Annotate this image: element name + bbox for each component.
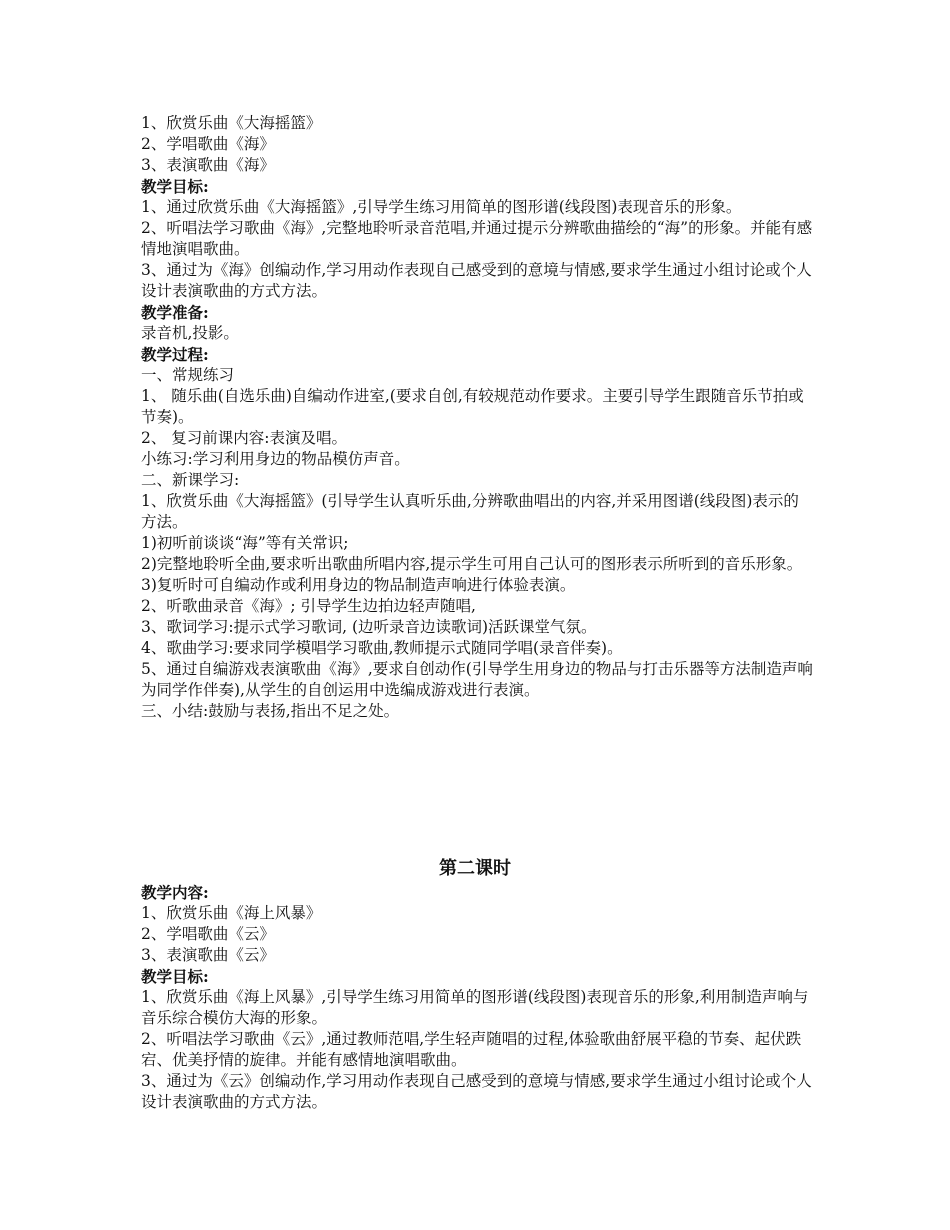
text-line: 小练习:学习利用身边的物品模仿声音。 (141, 450, 410, 468)
text-line: 1、欣赏乐曲《海上风暴》,引导学生练习用简单的图形谱(线段图)表现音乐的形象,利用制造声响与音乐综合模仿大海的形象。 (141, 988, 809, 1027)
text-line: 2、听唱法学习歌曲《云》,通过教师范唱,学生轻声随唱的过程,体验歌曲舒展平稳的节奏、起伏跌宕、优美抒情的旋律。并能有感情地演唱歌曲。 (141, 1030, 802, 1069)
text-line: 1、欣赏乐曲《大海摇篮》 (141, 114, 322, 132)
text-line: 录音机,投影。 (141, 324, 239, 342)
section-label: 教学准备: (141, 303, 209, 322)
text-line: 二、新课学习: (141, 471, 240, 489)
text-line: 3、表演歌曲《云》 (141, 946, 275, 964)
text-line: 2、学唱歌曲《海》 (141, 135, 275, 153)
text-line: 2、听唱法学习歌曲《海》,完整地聆听录音范唱,并通过提示分辨歌曲描绘的“海”的形象。并能有感情地演唱歌曲。 (141, 219, 813, 258)
text-line: 2、 复习前课内容:表演及唱。 (141, 429, 348, 447)
text-line: 三、小结:鼓励与表扬,指出不足之处。 (141, 702, 400, 720)
section-label: 教学过程: (141, 345, 209, 364)
text-line: 3、表演歌曲《海》 (141, 156, 275, 174)
text-line: 1、欣赏乐曲《大海摇篮》(引导学生认真听乐曲,分辨歌曲唱出的内容,并采用图谱(线段图)表示的方法。 (141, 492, 799, 531)
text-line: 2、学唱歌曲《云》 (141, 925, 275, 943)
text-line: 2)完整地聆听全曲,要求听出歌曲所唱内容,提示学生可用自己认可的图形表示所听到的音乐形象。 (141, 555, 803, 573)
section-label: 教学目标: (141, 967, 209, 986)
text-line: 1、欣赏乐曲《海上风暴》 (141, 904, 322, 922)
text-line: 1)初听前谈谈“海”等有关常识; (141, 534, 349, 552)
section-label: 教学目标: (141, 177, 209, 196)
text-line: 5、通过自编游戏表演歌曲《海》,要求自创动作(引导学生用身边的物品与打击乐器等方法制造声响为同学作伴奏),从学生的自创运用中选编成游戏进行表演。 (141, 660, 813, 699)
text-line: 1、 随乐曲(自选乐曲)自编动作进室,(要求自创,有较规范动作要求。主要引导学生跟随音乐节拍或节奏)。 (141, 387, 804, 426)
text-line: 3)复听时可自编动作或利用身边的物品制造声响进行体验表演。 (141, 576, 576, 594)
lesson-two-section (141, 882, 813, 1113)
text-line: 3、通过为《云》创编动作,学习用动作表现自己感受到的意境与情感,要求学生通过小组讨论或个人设计表演歌曲的方式方法。 (141, 1072, 812, 1111)
text-line: 3、通过为《海》创编动作,学习用动作表现自己感受到的意境与情感,要求学生通过小组讨论或个人设计表演歌曲的方式方法。 (141, 261, 812, 300)
text-line: 2、听歌曲录音《海》; 引导学生边拍边轻声随唱, (141, 597, 476, 615)
lesson-one-section (141, 113, 813, 722)
section-label: 教学内容: (141, 883, 209, 902)
text-line: 4、歌曲学习:要求同学模唱学习歌曲,教师提示式随同学唱(录音伴奏)。 (141, 639, 623, 657)
lesson-two-title: 第二课时 (439, 858, 511, 879)
text-line: 一、常规练习 (141, 366, 235, 384)
text-line: 3、歌词学习:提示式学习歌词, (边听录音边读歌词)活跃课堂气氛。 (141, 618, 597, 636)
text-line: 1、通过欣赏乐曲《大海摇篮》,引导学生练习用简单的图形谱(线段图)表现音乐的形象。 (141, 198, 742, 216)
